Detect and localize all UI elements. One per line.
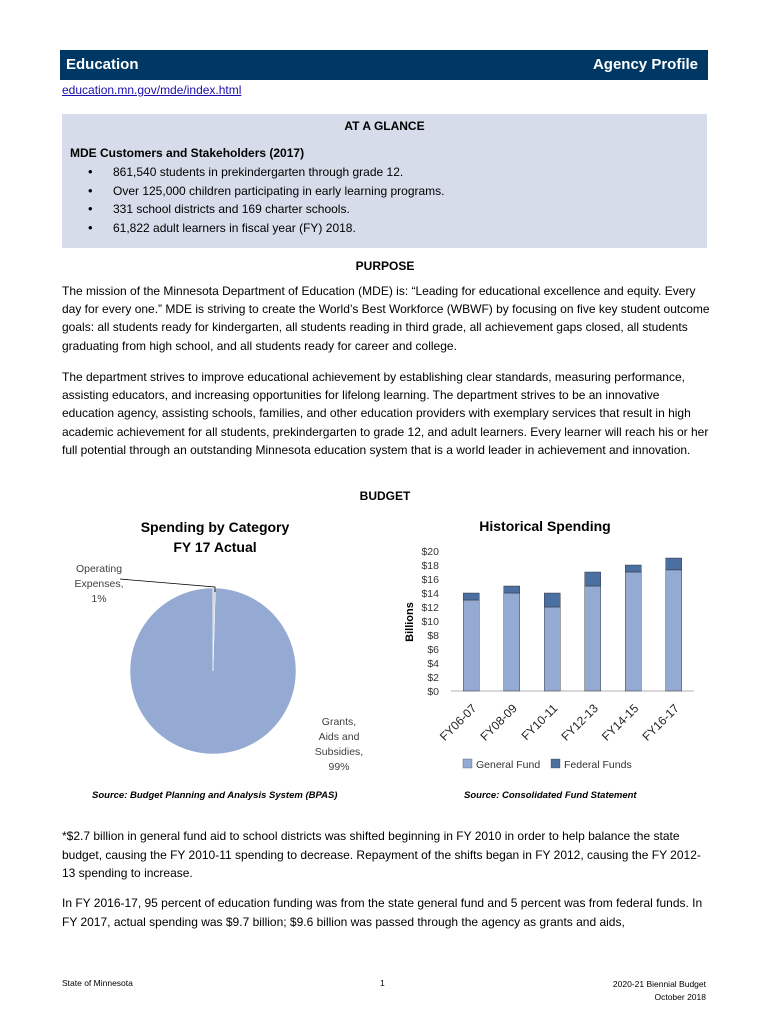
- y-tick-label: $4: [427, 658, 439, 670]
- bar-source-note: Source: Consolidated Fund Statement: [464, 790, 637, 801]
- funding-paragraph: In FY 2016-17, 95 percent of education funding was from the state general fund and 5 percent was from federal funds. In FY 2017, actual spending was $9.7 billion; $9.6 billion was passed through the agency as grants and aids,: [62, 896, 703, 929]
- footer-budget-info: [560, 978, 706, 1004]
- pie-label-line: Grants,: [321, 716, 357, 728]
- shift-footnote: *$2.7 billion in general fund aid to school districts was shifted beginning in FY 2010 in order to help balance the state budget, causing the FY 2010-11 spending to decrease. Repayment of the shifts began in FY 2012, causing the FY 2012-13 spending to increase.: [62, 829, 701, 880]
- bar-general-fund: [504, 593, 520, 691]
- bar-general-fund: [544, 607, 560, 691]
- purpose-heading: PURPOSE: [355, 259, 415, 273]
- y-tick-label: $18: [421, 560, 439, 572]
- pie-chart-title-line: Spending by Category: [140, 519, 290, 535]
- purpose-paragraph-1: The mission of the Minnesota Department of Education (MDE) is: “Leading for educational excellence and equity. Every day for every one.” MDE is striving to create the World’s Best Workforce (WBWF) by focusing on five key student outcome goals: all students ready for kindergarten, all students reading in third grade, all achievement gaps closed, all students graduating from high school, and all students ready for career and college.: [62, 284, 710, 353]
- bar-federal-funds: [625, 565, 641, 572]
- bar-general-fund: [625, 572, 641, 691]
- y-tick-label: $16: [421, 574, 439, 586]
- bar-chart-title: Historical Spending: [479, 518, 611, 534]
- x-tick-label: FY06-07: [436, 701, 480, 744]
- footer-state: State of Minnesota: [62, 978, 133, 988]
- bar-chart-ylabel: Billions: [404, 602, 416, 642]
- pie-label-line: Expenses,: [74, 578, 124, 590]
- legend-swatch-federal-funds: [551, 759, 560, 768]
- y-tick-label: $8: [427, 630, 439, 642]
- x-tick-label: FY10-11: [518, 701, 561, 744]
- footer-budget-title: 2020-21 Biennial Budget: [612, 979, 706, 989]
- legend-swatch-general-fund: [463, 759, 472, 768]
- bar-general-fund: [463, 600, 479, 691]
- footer-date: October 2018: [654, 992, 706, 1002]
- x-tick-label: FY12-13: [558, 701, 601, 744]
- list-item: • 61,822 adult learners in fiscal year (FY) 2018.: [88, 219, 445, 238]
- y-tick-label: $12: [421, 602, 439, 614]
- x-tick-label: FY08-09: [477, 701, 520, 744]
- bar-general-fund: [666, 570, 682, 691]
- list-item: • 331 school districts and 169 charter schools.: [88, 200, 445, 219]
- page-type-label: Agency Profile: [592, 56, 698, 73]
- list-item: • Over 125,000 children participating in early learning programs.: [88, 182, 445, 201]
- legend-label-federal-funds: Federal Funds: [564, 759, 632, 771]
- y-tick-label: $10: [421, 616, 439, 628]
- pie-label-line: Aids and: [318, 731, 360, 743]
- budget-heading: BUDGET: [359, 489, 411, 503]
- pie-label-line: 99%: [328, 761, 350, 773]
- y-tick-label: $0: [427, 686, 439, 698]
- pie-chart-subtitle: FY 17 Actual: [173, 539, 257, 555]
- x-tick-label: FY14-15: [598, 701, 642, 744]
- agency-website-link[interactable]: education.mn.gov/mde/index.html: [62, 83, 242, 97]
- list-item: • 861,540 students in prekindergarten through grade 12.: [88, 163, 445, 182]
- footer-page-number: 1: [380, 978, 385, 988]
- bar-federal-funds: [463, 593, 479, 600]
- x-tick-label: FY16-17: [639, 701, 682, 744]
- pie-source-note: Source: Budget Planning and Analysis System (BPAS): [92, 790, 338, 801]
- y-tick-label: $2: [427, 672, 439, 684]
- pie-label-line: Subsidies,: [314, 746, 364, 758]
- bar-federal-funds: [585, 572, 601, 586]
- y-tick-label: $6: [427, 644, 439, 656]
- bar-federal-funds: [504, 586, 520, 593]
- purpose-paragraph-2: The department strives to improve educational achievement by establishing clear standards, measuring performance, assisting educators, and increasing opportunities for lifelong learning. The department strives to be an innovative education agency, assisting schools, families, and other education providers with exemplary services that result in high academic achievement for all students, prekindergarten to grade 12, and adult learners. Every learner will reach his or her full potential through an outstanding Minnesota education system that is a world leader in achievement and innovation.: [62, 370, 709, 457]
- y-tick-label: $14: [421, 588, 439, 600]
- bar-federal-funds: [666, 558, 682, 570]
- stakeholders-subheading: MDE Customers and Stakeholders (2017): [70, 146, 305, 160]
- bar-general-fund: [585, 586, 601, 691]
- bar-federal-funds: [544, 593, 560, 607]
- page-title: Education: [66, 56, 139, 73]
- pie-label-line: 1%: [91, 593, 107, 605]
- at-a-glance-heading: AT A GLANCE: [344, 119, 425, 133]
- y-tick-label: $20: [421, 546, 439, 558]
- pie-label-line: Operating: [75, 563, 123, 575]
- legend-label-general-fund: General Fund: [476, 759, 541, 771]
